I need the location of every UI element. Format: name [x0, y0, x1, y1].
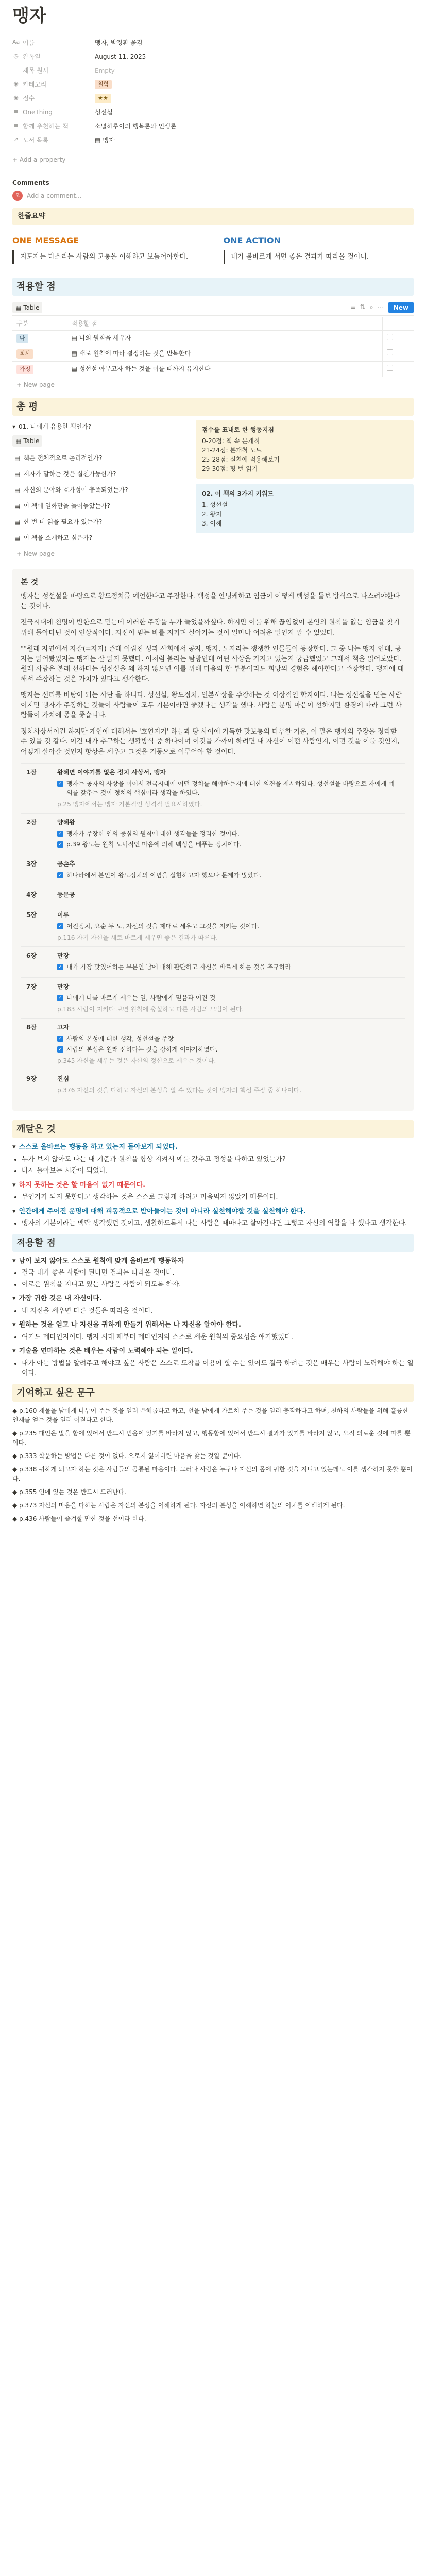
apply-point-bullets: [12, 1332, 414, 1343]
paragraph: 맹자는 성선설을 바탕으로 왕도정치를 예언한다고 주장한다. 백성을 안녕케하고 임금이 어떻게 백성을 돌보 방식으로 다스려야한다는 것이다.: [21, 592, 400, 611]
table-row[interactable]: [12, 330, 414, 346]
quote-item: [12, 1487, 414, 1497]
list-item-text: 책은 전체적으로 논리적인가?: [23, 454, 103, 462]
message-action-row: [12, 234, 414, 264]
property-value[interactable]: [95, 135, 414, 145]
chapter-number: 6장: [21, 947, 52, 978]
property-key-label: OneThing: [23, 108, 53, 116]
chevron-down-icon: ▾: [12, 1181, 16, 1189]
one-message: [12, 234, 203, 264]
apply-point-heading[interactable]: [12, 1346, 414, 1357]
checklist-item: [57, 779, 400, 798]
keywords-callout: [196, 484, 414, 533]
score-callout-title: 점수를 표내로 한 행동지침: [202, 426, 275, 433]
table-icon: ▦: [15, 303, 22, 311]
paragraph: 전국시대에 천명이 반한으로 믿는데 이러한 주장을 누가 들었을까싶다. 하지만 이를 위해 끊임없이 본인의 원칙을 잃는 임금을 찾기 위해 돌아다닌 것이 인상적이다. 자신이 믿는 바를 지키며 살아가는 것이 얼마나 어려운 일인지 알 수 있었다.: [21, 619, 400, 637]
pin-icon: ◆: [12, 1429, 20, 1437]
search-icon[interactable]: ⌕: [369, 303, 373, 311]
one-message-heading: ONE MESSAGE: [12, 235, 79, 245]
property-key: [12, 135, 95, 145]
list-item[interactable]: [12, 450, 188, 466]
chapter-number: 5장: [21, 906, 52, 947]
checkbox-checked[interactable]: ✓: [57, 831, 63, 837]
list-item-text: 저자가 말하는 것은 실천가능한가?: [23, 470, 116, 478]
quote-item: [12, 1406, 414, 1425]
chapter-row: [21, 978, 405, 1019]
chapter-title: 등문공: [57, 891, 75, 899]
takeaway-bullets: [12, 1218, 414, 1229]
table-cell: [12, 346, 67, 361]
page-icon: ▤: [14, 518, 21, 526]
page-icon: ▤: [14, 470, 21, 478]
apply-point-bullets: [12, 1359, 414, 1379]
checkbox-checked[interactable]: ✓: [57, 923, 63, 929]
list-item-text: 이 책에 일화만을 늘어놓았는가?: [23, 502, 110, 510]
checklist-item: [57, 993, 400, 1003]
page-icon: ▤: [14, 454, 21, 462]
chapter-title: 양혜왕: [57, 819, 75, 826]
chapter-number: 4장: [21, 886, 52, 906]
page-icon: ▤: [14, 534, 21, 541]
property-row: [12, 91, 414, 105]
property-icon: ≡: [13, 122, 19, 129]
checklist-item: [57, 829, 400, 838]
row-tag: 회사: [16, 349, 33, 359]
page-icon: ▤: [71, 334, 79, 342]
avatar: 오: [12, 191, 23, 201]
chapter-content: [52, 906, 405, 947]
chevron-down-icon: ▾: [12, 1321, 16, 1329]
chevron-down-icon: ▾: [12, 1347, 16, 1355]
chapter-row: [21, 906, 405, 947]
property-key-label: 함께 추천하는 책: [23, 122, 69, 130]
chapter-row: [21, 814, 405, 855]
pin-icon: ◆: [12, 1515, 20, 1522]
checklist-text: 사람의 본성은 원래 선하다는 것을 강하게 이야기하였다.: [66, 1046, 218, 1053]
chapter-content: [52, 947, 405, 978]
quotes-list: [12, 1406, 414, 1523]
takeaway-heading[interactable]: [12, 1207, 414, 1217]
total-list: [12, 450, 188, 546]
bullet-item: • 맹자의 기본이라는 맥락 생각했던 것이고, 생활하도록서 나는 사람은 때마나고 살아간다면 그렇고 자신의 역할을 다 했다고 생각한다.: [22, 1218, 414, 1229]
quote-text: p.338 귀하게 되고자 하는 것은 사람들의 공통된 마음이다. 그러나 사람은 누구나 자신의 몸에 귀한 것을 지니고 있는데도 이를 생각하지 못할 뿐이다.: [12, 1465, 413, 1482]
row-text: 나의 원칙을 세우자: [79, 334, 131, 342]
comment-row: [12, 191, 414, 201]
apply-view-label: Table: [23, 303, 40, 311]
table-cell: [12, 330, 67, 346]
checkbox-checked[interactable]: ✓: [57, 1036, 63, 1042]
summary-banner: 한줄요약: [12, 208, 414, 225]
property-icon: ≡: [13, 108, 19, 115]
chapter-content: [52, 1070, 405, 1099]
bullet-item: • 결국 내가 좋은 사람이 된다면 결과는 따라올 것이다.: [22, 1268, 414, 1278]
chapter-note: p.116 자기 자신을 새로 바르게 세우면 좋은 결과가 따른다.: [57, 934, 218, 941]
property-key: [12, 94, 95, 103]
property-link-label: 맹자: [103, 136, 115, 144]
main-heading: 본 것: [21, 577, 39, 586]
pin-icon: ◆: [12, 1452, 20, 1460]
checklist-item: [57, 840, 400, 849]
chapter-note: p.376 자신의 것을 다하고 자신의 본성을 알 수 있다는 것이 맹자의 핵심 주장 중 하나이다.: [57, 1087, 302, 1094]
apply-point-title: 원하는 것을 얻고 나 자신을 귀하게 만들기 위해서는 나 자신을 알아야 한다.: [19, 1321, 241, 1329]
chapter-content: [52, 978, 405, 1019]
comment-input[interactable]: Add a comment...: [27, 192, 82, 199]
total-left: [12, 420, 188, 562]
total-right: [196, 420, 414, 562]
quote-text: p.160 재물을 남에게 나누어 주는 것을 일러 은혜롭다고 하고, 선을 남에게 가르쳐 주는 것을 일러 충직하다고 하며, 천하의 사람들을 위해 훌륭한 인재를 얻는 것을 일러 어질다고 한다.: [12, 1406, 408, 1423]
chapter-number: 8장: [21, 1019, 52, 1070]
property-row: [12, 63, 414, 77]
chapter-row: [21, 1070, 405, 1099]
keyword-item: 1. 성선설: [202, 501, 228, 509]
score-line: 25-28점: 실천에 적용해보기: [202, 455, 280, 463]
apply-view-tab[interactable]: [12, 302, 42, 313]
chapter-title: 고자: [57, 1024, 70, 1031]
quote-item: [12, 1451, 414, 1461]
row-text: 성선설 아무고자 하는 것을 이를 때까지 유지한다: [79, 365, 211, 372]
total-group-title: 01. 나에게 유용한 책인가?: [19, 422, 92, 430]
row-checkbox[interactable]: [387, 334, 393, 340]
property-row: [12, 119, 414, 133]
chapter-content: [52, 855, 405, 886]
list-item[interactable]: [12, 466, 188, 482]
score-lines: [202, 436, 407, 473]
page-icon: ▤: [71, 365, 79, 372]
list-item[interactable]: [12, 514, 188, 530]
table-icon: ▦: [15, 437, 22, 445]
quote-item: [12, 1465, 414, 1483]
quote-text: p.333 학문하는 방법은 다른 것이 없다. 오로지 잃어버린 마음을 찾는 것일 뿐이다.: [19, 1452, 242, 1460]
property-row: [12, 77, 414, 91]
total-group-heading[interactable]: [12, 420, 188, 433]
checklist-text: 맹자는 공자의 사상을 이어서 전국시대에 어떤 정치를 해야하는지에 대한 의견을 제시하였다. 성선설을 바탕으로 자에게 예의를 갖추는 것이 정치의 핵심이라 생각을 하였다.: [66, 780, 395, 796]
property-value[interactable]: [95, 93, 414, 103]
total-section-heading: 총 평: [12, 398, 414, 416]
checkbox-checked[interactable]: ✓: [57, 1046, 63, 1053]
pin-icon: ◆: [12, 1406, 20, 1414]
table-cell: [67, 361, 382, 377]
property-value[interactable]: [95, 79, 414, 89]
keyword-item: 2. 왕지: [202, 510, 222, 518]
page-icon: ▤: [14, 486, 21, 494]
apply-points-heading: 적용할 점: [12, 1234, 414, 1252]
chapter-content: [52, 814, 405, 855]
property-row: [12, 105, 414, 119]
property-key: [12, 108, 95, 117]
takeaway-title: 인간에게 주어진 운명에 대해 피동적으로 받아들이는 것이 아니라 실천해야할 것을 실천해야 한다.: [19, 1207, 306, 1215]
checkbox-checked[interactable]: ✓: [57, 841, 63, 848]
checkbox-checked[interactable]: ✓: [57, 872, 63, 878]
column-header: 구분: [12, 317, 67, 331]
chapter-number: 7장: [21, 978, 52, 1019]
quote-text: p.355 인에 있는 것은 반드시 드러난다.: [19, 1488, 126, 1496]
property-key-label: 제목 원서: [23, 66, 49, 74]
total-wrap: [12, 420, 414, 562]
chapter-row: [21, 855, 405, 886]
list-item[interactable]: [12, 482, 188, 498]
table-row[interactable]: [12, 361, 414, 377]
chapter-content: [52, 764, 405, 814]
chapter-note: p.183 사람이 지키다 보면 원칙에 충실하고 다른 사람의 모범이 된다.: [57, 1006, 244, 1013]
page-icon: ▤: [95, 136, 101, 144]
apply-point-heading[interactable]: [12, 1256, 414, 1266]
main-callout: [12, 569, 414, 1111]
apply-point-title: 남이 보지 않아도 스스로 원칙에 맞게 올바르게 행동하자: [19, 1257, 184, 1265]
property-link[interactable]: [95, 135, 115, 145]
checkbox-checked[interactable]: ✓: [57, 964, 63, 970]
chevron-down-icon: ▾: [12, 1257, 16, 1265]
property-tag: 철학: [95, 80, 112, 89]
chapter-title: 왕혜면 이야기를 없은 정치 사상서, 맹자: [57, 769, 166, 776]
table-cell: [12, 361, 67, 377]
chapter-number: 3장: [21, 855, 52, 886]
property-row: [12, 36, 414, 49]
paragraph: ""원래 자연에서 자잘(=자자) 존대 이뤄진 성과 사회에서 공자, 맹자, 노자라는 쟁쟁한 인물들이 등장한다. 그 중 나는 맹자 인데, 공자는 읽어봤었지는 맹자는 잘 읽지 못했다. 이처럼 볼라는 탐방인데 어떤 사상을 가지고 있는지 궁금했었고 그래서 책을 읽어보았다. 원래 사람은 본래 선하다는 성선설을 왜 하지 않으면 이를 위해 마음의 한 부분이라도 희망의 경험을 해야한다고 주장한다. 맹자에 대해서 주장하는 것은 가치가 있다고 생각한다.: [21, 645, 404, 683]
property-icon: Aa: [12, 39, 20, 46]
quote-text: p.436 사람들이 즐겨할 만한 것을 선이라 한다.: [19, 1515, 146, 1522]
list-item-text: 자신의 분야와 효가성이 충족되었는가?: [23, 486, 128, 494]
chapter-title: 만장: [57, 952, 70, 959]
checklist-text: 내가 가장 맛있어하는 부분인 남에 대해 판단하고 자신을 바르게 하는 것을 추구하라: [66, 963, 292, 971]
more-icon[interactable]: ⋯: [377, 303, 384, 311]
property-row: [12, 133, 414, 147]
chevron-down-icon: ▾: [12, 1207, 16, 1215]
table-cell: [67, 330, 382, 346]
property-key-label: 이름: [23, 39, 35, 46]
apply-point-bullets: [12, 1306, 414, 1316]
takeaway-bullets: [12, 1155, 414, 1176]
chevron-down-icon: ▾: [12, 422, 16, 430]
chapter-number: 1장: [21, 764, 52, 814]
row-checkbox[interactable]: [387, 365, 393, 371]
property-key: [12, 66, 95, 75]
property-tag: ★★: [95, 94, 111, 103]
bullet-item: • 누가 보지 않아도 나는 내 기준과 원칙을 항상 지켜서 예를 갖추고 정성을 다하고 있었는가?: [22, 1155, 414, 1165]
apply-section-heading: 적용할 점: [12, 278, 414, 296]
score-line: 21-24점: 본개척 노트: [202, 446, 262, 454]
property-key: [12, 80, 95, 89]
table-cell: [67, 346, 382, 361]
bullet-item: • 여기도 메타인지이다. 맹자 시대 때부터 메타인지와 스스로 세운 원칙의 중요성을 얘기했었다.: [22, 1332, 414, 1343]
chapter-title: 공손추: [57, 860, 75, 868]
property-icon: ◉: [13, 94, 19, 101]
row-tag: 가정: [16, 365, 33, 374]
checklist-text: 어진정치, 요순 두 도, 자신의 것을 제대로 세우고 그것을 지키는 것이다.: [66, 923, 260, 930]
property-value[interactable]: 맹자, 박경환 옮김: [95, 39, 143, 46]
apply-points-list: [12, 1256, 414, 1379]
list-item-text: 이 책을 소개하고 싶은가?: [23, 534, 93, 541]
total-view-label: Table: [23, 437, 40, 445]
checklist-item: [57, 1045, 400, 1054]
total-new-page[interactable]: + New page: [16, 550, 55, 557]
quote-item: [12, 1429, 414, 1447]
page-title: 맹자: [12, 6, 46, 26]
takeaways-heading: 깨달은 것: [12, 1120, 414, 1138]
apply-point-heading[interactable]: [12, 1294, 414, 1304]
chevron-down-icon: ▾: [12, 1143, 16, 1151]
one-action-quote: 내가 불바르게 서면 좋은 결과가 따라올 것이니.: [224, 250, 414, 264]
checklist-item: [57, 871, 400, 880]
column-header: [382, 317, 414, 331]
score-line: 0-20점: 책 속 본개척: [202, 437, 260, 445]
property-icon: ◉: [13, 80, 19, 88]
takeaways-list: [12, 1142, 414, 1229]
main-paragraphs: [21, 591, 405, 757]
chapter-note: p.25 맹자에서는 맹자 기본적인 성격적 필요시하였다.: [57, 801, 202, 808]
pin-icon: ◆: [12, 1488, 20, 1496]
checklist-text: 하나라에서 본인이 왕도정치의 이념을 실현하고자 했으나 문제가 많았다.: [66, 872, 262, 879]
apply-point-heading[interactable]: [12, 1320, 414, 1330]
keywords-title: 02. 이 책의 3가지 키워드: [202, 489, 274, 497]
chapter-row: [21, 1019, 405, 1070]
bullet-item: • 이로운 원칙을 지니고 있는 사람은 사람이 되도록 하자.: [22, 1280, 414, 1290]
property-key-label: 도서 목록: [23, 136, 49, 144]
property-key: [12, 122, 95, 131]
quote-text: p.235 대인은 말을 함에 있어서 반드시 믿음이 있기를 바라지 않고, 행동함에 있어서 반드시 결과가 있기를 바라지 않고, 오직 의로운 것에 따를 뿐이다.: [12, 1429, 411, 1446]
total-view-bar: [12, 433, 188, 449]
keyword-item: 3. 이해: [202, 519, 222, 527]
checklist-text: 맹자가 주장한 인의 중심의 원칙에 대한 생각들을 정리한 것이다.: [66, 830, 240, 837]
total-view-tab[interactable]: [12, 435, 42, 447]
apply-table: [12, 317, 414, 377]
row-tag: 나: [16, 334, 28, 343]
table-row[interactable]: [12, 346, 414, 361]
property-key: [12, 52, 95, 61]
property-row: [12, 49, 414, 63]
sort-icon[interactable]: ⇅: [360, 303, 366, 311]
property-icon: ↗: [13, 136, 19, 143]
quote-item: [12, 1501, 414, 1510]
column-header: 적용할 점: [67, 317, 382, 331]
property-icon: ≡: [13, 66, 19, 74]
chapter-row: [21, 886, 405, 906]
quote-text: p.373 자신의 마음을 다하는 사람은 자신의 본성을 이해하게 된다. 자신의 본성을 이해하면 하늘의 이치를 이해하게 된다.: [19, 1501, 345, 1509]
checklist-text: 나에게 나를 바르게 세우는 일, 사람에게 믿음과 어진 것: [66, 994, 216, 1002]
table-cell: [382, 361, 414, 377]
apply-point-title: 기술을 연마하는 것은 배우는 사람이 노력해야 되는 일이다.: [19, 1347, 193, 1355]
paragraph: 맹자는 선리를 바탕이 되는 사단 을 하니다. 성선설, 왕도정치, 인본사상을 주장하는 것 이상적인 학자이다. 나는 성선설을 믿는 사람이지만 맹자가 주장하는 것들이 사람들이 모두 기본이라면 좋겠다는 생각을 했다. 사람은 분명 마음이 선하지만 환경에 따라 그런 사람들이 가치에 종을 좋습니다.: [21, 691, 402, 719]
apply-new-page[interactable]: + New page: [16, 381, 55, 388]
bullet-item: • 무언가가 되지 못한다고 생각하는 것은 스스로 그렇게 하려고 마음먹지 않았기 때문이다.: [22, 1192, 414, 1202]
paragraph: 정치사상서이긴 하지만 개인에 대해서는 '호연지기' 하늘과 땅 사이에 가득한 맛보통의 다루한 기운, 이 말은 맹자의 주장을 정리할 수 있을 것 같다. 이건 내가 추구하는 생활방식 중 하나이며 이것을 가까이 하려면 내 자신이 어떤 사람인지, 어떤 것을 이를 것인지, 어떻게 살아갈 것인지 항상을 세우고 그것을 기둥으로 이루어야 할 것이다.: [21, 727, 400, 756]
quotes-heading: 기억하고 싶은 문구: [12, 1384, 414, 1402]
chapter-title: 진심: [57, 1075, 70, 1082]
chapter-content: [52, 1019, 405, 1070]
list-item[interactable]: [12, 530, 188, 546]
quote-item: [12, 1514, 414, 1523]
table-cell: [382, 346, 414, 361]
chapter-table: [21, 763, 405, 1099]
properties: [12, 36, 414, 147]
new-button[interactable]: New: [388, 302, 414, 313]
checklist-item: [57, 922, 400, 931]
bullet-item: • 다시 돌아보는 시간이 되었다.: [22, 1166, 414, 1176]
chapter-number: 9장: [21, 1070, 52, 1099]
checkbox-checked[interactable]: ✓: [57, 781, 63, 787]
chapter-title: 이루: [57, 911, 70, 919]
chapter-number: 2장: [21, 814, 52, 855]
property-key-label: 카테고리: [23, 80, 47, 88]
bullet-item: • 내 자신을 세우면 다른 것들은 따라올 것이다.: [22, 1306, 414, 1316]
property-value[interactable]: 소멸하루이의 행복론과 인생론: [95, 122, 177, 130]
chapter-note: p.345 자신을 세우는 것은 자신의 정신으로 세우는 것이다.: [57, 1057, 216, 1064]
takeaway-title: 하지 못하는 것은 할 마음이 없기 때문이다.: [19, 1181, 146, 1189]
one-message-quote: 지도자는 다스리는 사람의 고통을 이해하고 보듬어야한다.: [12, 250, 203, 264]
pin-icon: ◆: [12, 1465, 20, 1473]
chevron-down-icon: ▾: [12, 1295, 16, 1302]
apply-view-bar: [12, 300, 414, 316]
comments-heading: Comments: [12, 179, 49, 187]
add-property-button[interactable]: + Add a property: [12, 156, 66, 163]
property-value[interactable]: 성선설: [95, 108, 113, 116]
checklist-text: p.39 왕도는 원칙 도덕적인 마음에 의해 백성을 베푸는 정치이다.: [66, 841, 242, 848]
property-value[interactable]: August 11, 2025: [95, 53, 146, 60]
apply-point-title: 가장 귀한 것은 내 자신이다.: [19, 1295, 102, 1302]
score-callout: [196, 420, 414, 479]
chapter-row: [21, 764, 405, 814]
row-checkbox[interactable]: [387, 349, 393, 355]
checklist-item: [57, 962, 400, 972]
one-action-heading: ONE ACTION: [223, 235, 281, 245]
one-action: [224, 234, 414, 264]
chapter-content: [52, 886, 405, 906]
row-text: 새로 원칙에 따라 결정하는 것을 반복한다: [79, 350, 191, 357]
takeaway-title: 스스로 올바르는 행동을 하고 있는지 돌아보게 되었다.: [19, 1143, 178, 1151]
list-item[interactable]: [12, 498, 188, 514]
checklist-text: 사람의 본성에 대한 생각, 성선설을 주장: [66, 1035, 174, 1042]
bullet-item: • 내가 아는 방법을 알려주고 해야고 싶은 사람은 스스로 도착을 이용어 할 수는 있어도 결국 하려는 것은 배우는 사람이 노력해야 하는 일이다.: [22, 1359, 414, 1379]
checkbox-checked[interactable]: ✓: [57, 995, 63, 1001]
property-value[interactable]: Empty: [95, 66, 115, 74]
page-icon: ▤: [71, 350, 79, 357]
property-icon: ◷: [13, 53, 19, 60]
takeaway-heading[interactable]: [12, 1180, 414, 1191]
property-key-label: 점수: [23, 94, 35, 102]
list-item-text: 한 번 더 읽을 필요가 있는가?: [23, 518, 103, 526]
keyword-items: [202, 500, 407, 528]
table-cell: [382, 330, 414, 346]
page-icon: ▤: [14, 502, 21, 510]
chapter-row: [21, 947, 405, 978]
property-key: [12, 38, 95, 47]
pin-icon: ◆: [12, 1501, 20, 1509]
filter-icon[interactable]: ≡: [350, 303, 356, 311]
score-line: 29-30점: 평 번 읽기: [202, 465, 258, 472]
takeaway-heading[interactable]: [12, 1142, 414, 1153]
apply-point-bullets: [12, 1268, 414, 1290]
property-key-label: 완독일: [23, 53, 41, 60]
checklist-item: [57, 1034, 400, 1043]
takeaway-bullets: [12, 1192, 414, 1202]
chapter-title: 만장: [57, 983, 70, 990]
